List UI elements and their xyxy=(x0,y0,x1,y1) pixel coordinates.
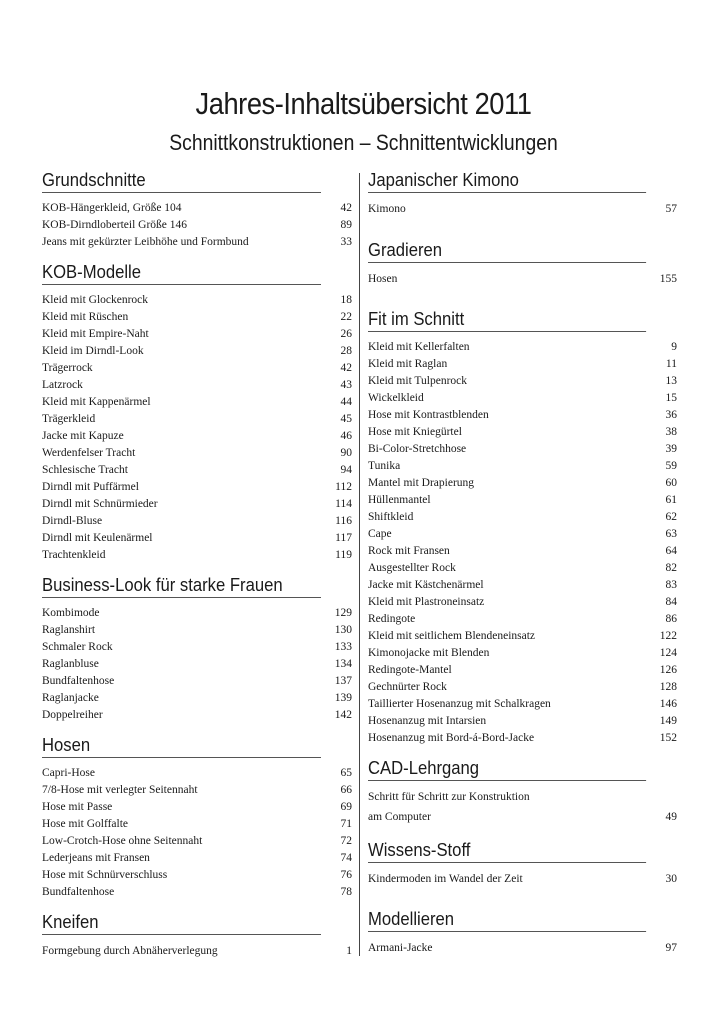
entry-label: Jacke mit Kapuze xyxy=(42,430,124,442)
section-business-look xyxy=(42,572,352,724)
list-item xyxy=(42,799,352,816)
right-column xyxy=(368,167,677,958)
page-number: 146 xyxy=(659,698,677,710)
entry-label: Trägerrock xyxy=(42,362,93,374)
page-number: 128 xyxy=(659,681,677,693)
list-item xyxy=(368,270,677,290)
entry-list xyxy=(42,605,352,724)
entry-label: Ausgestellter Rock xyxy=(368,562,456,574)
list-item xyxy=(368,526,677,543)
page-number: 62 xyxy=(665,511,677,523)
entry-list xyxy=(368,939,677,959)
list-item xyxy=(368,679,677,696)
list-item xyxy=(42,496,352,513)
page-number: 122 xyxy=(659,630,677,642)
list-item xyxy=(42,707,352,724)
entry-label: Kleid mit Glockenrock xyxy=(42,294,149,306)
page-number: 38 xyxy=(665,426,677,438)
entry-label: Hosenanzug mit Bord-á-Bord-Jacke xyxy=(368,732,535,744)
page-number: 129 xyxy=(334,607,352,619)
page-number: 149 xyxy=(659,715,677,727)
list-item xyxy=(368,390,677,407)
left-column xyxy=(42,167,352,962)
page-number: 134 xyxy=(334,658,352,670)
page-number: 33 xyxy=(340,236,352,248)
section-kneifen xyxy=(42,909,352,962)
page-number: 76 xyxy=(340,869,352,881)
page-number: 155 xyxy=(659,272,677,285)
page-number: 30 xyxy=(665,873,677,885)
list-item xyxy=(368,424,677,441)
entry-label: Low-Crotch-Hose ohne Seitennaht xyxy=(42,835,203,847)
page-number: 139 xyxy=(334,692,352,704)
entry-label: Dirndl-Bluse xyxy=(42,515,103,527)
list-item xyxy=(368,441,677,458)
entry-label: Kleid mit Tulpenrock xyxy=(368,375,468,387)
list-item xyxy=(42,234,352,251)
list-item xyxy=(42,309,352,326)
list-item xyxy=(42,782,352,799)
page-number: 57 xyxy=(665,203,677,215)
page-number: 71 xyxy=(340,818,352,830)
entry-label: KOB-Dirndloberteil Größe 146 xyxy=(42,219,187,231)
list-item xyxy=(368,373,677,390)
list-item xyxy=(42,673,352,690)
entry-label: Raglanshirt xyxy=(42,624,96,636)
page-number: 124 xyxy=(659,647,677,659)
page-number: 116 xyxy=(335,515,352,527)
entry-label: Capri-Hose xyxy=(42,767,96,779)
page-number: 82 xyxy=(665,562,677,574)
entry-label: Kindermoden im Wandel der Zeit xyxy=(368,873,523,885)
section-fit-im-schnitt xyxy=(368,306,677,747)
list-item xyxy=(42,690,352,707)
list-item xyxy=(42,343,352,360)
entry-label: Hose mit Schnürverschluss xyxy=(42,869,168,881)
list-item xyxy=(368,560,677,577)
list-item xyxy=(42,547,352,564)
page-number: 66 xyxy=(340,784,352,796)
entry-label: Schlesische Tracht xyxy=(42,464,128,476)
section-japanischer-kimono xyxy=(368,167,677,220)
entry-label: Mantel mit Drapierung xyxy=(368,477,475,489)
page-number: 74 xyxy=(340,852,352,864)
page-number: 130 xyxy=(334,624,352,636)
entry-label: Hose mit Kniegürtel xyxy=(368,426,462,438)
list-item xyxy=(42,326,352,343)
page-number: 114 xyxy=(335,498,352,510)
entry-label: Bundfaltenhose xyxy=(42,675,115,687)
entry-list xyxy=(42,292,352,564)
page-number: 83 xyxy=(665,579,677,591)
list-item xyxy=(42,816,352,833)
page-number: 18 xyxy=(340,294,352,306)
list-item xyxy=(368,696,677,713)
entry-label: Taillierter Hosenanzug mit Schalkragen xyxy=(368,698,551,710)
page-number: 65 xyxy=(340,767,352,779)
list-item xyxy=(42,411,352,428)
cad-entry xyxy=(368,788,677,827)
entry-label: Kleid mit Kappenärmel xyxy=(42,396,151,408)
entry-label-line1: Schritt für Schritt zur Konstruktion xyxy=(368,791,530,803)
section-grundschnitte xyxy=(42,167,352,251)
page-number: 119 xyxy=(335,549,352,561)
page-subtitle: Schnittkonstruktionen – Schnittentwicklungen xyxy=(169,130,558,155)
page-number: 69 xyxy=(340,801,352,813)
entry-label: KOB-Hängerkleid, Größe 104 xyxy=(42,202,182,214)
entry-label: Hosenanzug mit Intarsien xyxy=(368,715,487,727)
entry-label: Hosen xyxy=(368,272,398,285)
list-item xyxy=(42,292,352,309)
list-item xyxy=(42,428,352,445)
entry-label: Hüllenmantel xyxy=(368,494,431,506)
entry-label: Kimonojacke mit Blenden xyxy=(368,647,490,659)
page-number: 22 xyxy=(340,311,352,323)
list-item xyxy=(42,867,352,884)
page-number: 1 xyxy=(346,945,352,957)
entry-list xyxy=(368,339,677,747)
list-item xyxy=(42,833,352,850)
entry-label: Jeans mit gekürzter Leibhöhe und Formbund xyxy=(42,236,249,248)
page-number: 64 xyxy=(665,545,677,557)
entry-label: Kimono xyxy=(368,203,406,215)
section-heading: Japanischer Kimono xyxy=(368,167,646,193)
page-number: 43 xyxy=(340,379,352,391)
column-divider xyxy=(359,173,360,956)
section-heading: KOB-Modelle xyxy=(42,259,321,285)
list-item xyxy=(42,884,352,901)
list-item xyxy=(368,808,677,828)
page-number: 49 xyxy=(665,810,677,823)
list-item xyxy=(368,475,677,492)
entry-label: Dirndl mit Puffärmel xyxy=(42,481,139,493)
page-title: Jahres-Inhaltsübersicht 2011 xyxy=(195,86,532,121)
page-number: 36 xyxy=(665,409,677,421)
list-item xyxy=(368,200,677,220)
list-item xyxy=(368,730,677,747)
entry-label: Lederjeans mit Fransen xyxy=(42,852,150,864)
entry-label: Hose mit Golffalte xyxy=(42,818,129,830)
entry-label: 7/8-Hose mit verlegter Seitennaht xyxy=(42,784,198,796)
section-heading: Hosen xyxy=(42,732,321,758)
entry-label: Latzrock xyxy=(42,379,83,391)
page-number: 142 xyxy=(334,709,352,721)
page-number: 133 xyxy=(334,641,352,653)
entry-list xyxy=(42,765,352,901)
list-item xyxy=(42,217,352,234)
entry-list xyxy=(368,870,677,890)
entry-label: Redingote-Mantel xyxy=(368,664,452,676)
entry-label: Kleid mit seitlichem Blendeneinsatz xyxy=(368,630,536,642)
section-heading: Wissens-Stoff xyxy=(368,837,646,863)
section-heading: CAD-Lehrgang xyxy=(368,755,646,781)
page-number: 42 xyxy=(340,202,352,214)
list-item xyxy=(42,377,352,394)
page-number: 137 xyxy=(334,675,352,687)
list-item xyxy=(368,628,677,645)
entry-label: Wickelkleid xyxy=(368,392,424,404)
entry-label: Rock mit Fransen xyxy=(368,545,450,557)
entry-label: Formgebung durch Abnäherverlegung xyxy=(42,945,218,957)
section-heading: Fit im Schnitt xyxy=(368,306,646,332)
page-number: 61 xyxy=(665,494,677,506)
entry-label: Bundfaltenhose xyxy=(42,886,115,898)
entry-label: Armani-Jacke xyxy=(368,941,433,954)
page-number: 78 xyxy=(340,886,352,898)
entry-label: Gechnürter Rock xyxy=(368,681,447,693)
entry-label: Kleid mit Rüschen xyxy=(42,311,129,323)
list-item xyxy=(368,594,677,611)
page-number: 90 xyxy=(340,447,352,459)
entry-label: Bi-Color-Stretchhose xyxy=(368,443,467,455)
entry-label: Shiftkleid xyxy=(368,511,414,523)
entry-label: Kleid mit Raglan xyxy=(368,358,448,370)
section-heading: Gradieren xyxy=(368,237,646,263)
list-item xyxy=(42,445,352,462)
section-modellieren xyxy=(368,906,677,959)
entry-label: Redingote xyxy=(368,613,416,625)
list-item xyxy=(368,939,677,959)
list-item xyxy=(42,462,352,479)
entry-label: Hose mit Kontrastblenden xyxy=(368,409,489,421)
list-item xyxy=(368,509,677,526)
list-item xyxy=(368,339,677,356)
list-item xyxy=(42,394,352,411)
page-number: 60 xyxy=(665,477,677,489)
list-item xyxy=(42,942,352,962)
page-number: 94 xyxy=(340,464,352,476)
page-number: 89 xyxy=(340,219,352,231)
entry-label: Kleid mit Plastroneinsatz xyxy=(368,596,485,608)
list-item xyxy=(368,870,677,890)
section-kob-modelle xyxy=(42,259,352,564)
entry-label: Hose mit Passe xyxy=(42,801,113,813)
page-number: 84 xyxy=(665,596,677,608)
page-number: 39 xyxy=(665,443,677,455)
entry-label: Kleid mit Kellerfalten xyxy=(368,341,470,353)
entry-list xyxy=(42,942,352,962)
list-item xyxy=(42,530,352,547)
list-item xyxy=(42,656,352,673)
page-number: 152 xyxy=(659,732,677,744)
section-heading: Grundschnitte xyxy=(42,167,321,193)
list-item xyxy=(42,360,352,377)
entry-label: Schmaler Rock xyxy=(42,641,113,653)
entry-label: Doppelreiher xyxy=(42,709,103,721)
list-item xyxy=(368,356,677,373)
section-hosen xyxy=(42,732,352,901)
list-item xyxy=(42,605,352,622)
section-wissens-stoff xyxy=(368,837,677,890)
list-item xyxy=(368,662,677,679)
page-number: 63 xyxy=(665,528,677,540)
list-item xyxy=(368,713,677,730)
entry-label-line2: am Computer xyxy=(368,810,431,823)
page-number: 45 xyxy=(340,413,352,425)
page-number: 15 xyxy=(665,392,677,404)
list-item xyxy=(42,639,352,656)
page-number: 97 xyxy=(665,941,677,954)
section-heading: Modellieren xyxy=(368,906,646,932)
entry-list xyxy=(368,200,677,220)
list-item xyxy=(368,407,677,424)
list-item xyxy=(42,765,352,782)
page-number: 126 xyxy=(659,664,677,676)
section-heading: Kneifen xyxy=(42,909,321,935)
page-number: 9 xyxy=(671,341,677,353)
entry-label: Kleid mit Empire-Naht xyxy=(42,328,149,340)
page-number: 13 xyxy=(665,375,677,387)
entry-label: Dirndl mit Schnürmieder xyxy=(42,498,158,510)
entry-list xyxy=(42,200,352,251)
page-number: 117 xyxy=(335,532,352,544)
list-item xyxy=(42,200,352,217)
list-item xyxy=(368,492,677,509)
page-number: 11 xyxy=(665,358,677,370)
entry-label: Cape xyxy=(368,528,392,540)
page-number: 42 xyxy=(340,362,352,374)
entry-label: Dirndl mit Keulenärmel xyxy=(42,532,153,544)
entry-label: Jacke mit Kästchenärmel xyxy=(368,579,484,591)
entry-list xyxy=(368,270,677,290)
entry-label: Trägerkleid xyxy=(42,413,96,425)
entry-label: Raglanbluse xyxy=(42,658,99,670)
page-number: 28 xyxy=(340,345,352,357)
list-item xyxy=(368,458,677,475)
section-cad-lehrgang xyxy=(368,755,677,827)
entry-label: Kleid im Dirndl-Look xyxy=(42,345,144,357)
page-number: 86 xyxy=(665,613,677,625)
page-number: 72 xyxy=(340,835,352,847)
page-number: 44 xyxy=(340,396,352,408)
entry-label: Raglanjacke xyxy=(42,692,99,704)
page-number: 59 xyxy=(665,460,677,472)
list-item xyxy=(42,622,352,639)
page-number: 112 xyxy=(335,481,352,493)
entry-label: Trachtenkleid xyxy=(42,549,106,561)
entry-label: Tunika xyxy=(368,460,401,472)
page-number: 46 xyxy=(340,430,352,442)
list-item xyxy=(42,479,352,496)
section-heading: Business-Look für starke Frauen xyxy=(42,572,321,598)
page-number: 26 xyxy=(340,328,352,340)
list-item xyxy=(42,513,352,530)
list-item xyxy=(368,577,677,594)
entry-label: Kombimode xyxy=(42,607,100,619)
list-item xyxy=(368,645,677,662)
list-item xyxy=(368,611,677,628)
section-gradieren xyxy=(368,237,677,290)
list-item xyxy=(42,850,352,867)
entry-label: Werdenfelser Tracht xyxy=(42,447,136,459)
list-item xyxy=(368,543,677,560)
